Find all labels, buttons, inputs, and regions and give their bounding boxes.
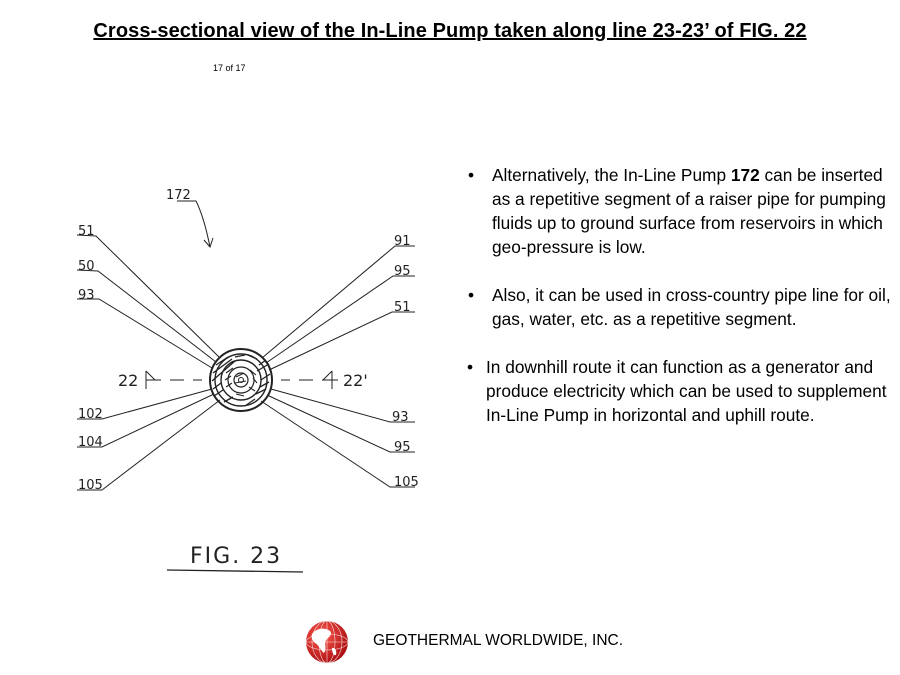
section-label-left: 22	[118, 371, 139, 390]
bullet-item-2	[465, 283, 895, 331]
pump-cross-section-figure	[60, 175, 440, 585]
label-left-4: 102	[78, 407, 103, 422]
bullet-item-1	[465, 163, 895, 259]
label-left-6: 105	[78, 478, 103, 493]
page-indicator: 17 of 17	[213, 63, 246, 73]
bullet-marker: •	[468, 285, 475, 305]
bullet-3-text: In downhill route it can function as a generator and produce electricity which can be used to supplement In-Line Pump in horizontal and uphill route.	[486, 357, 887, 425]
label-left-5: 104	[78, 435, 103, 450]
bullet-1-pump-number: 172	[730, 165, 760, 185]
company-name: GEOTHERMAL WORLDWIDE, INC.	[373, 632, 624, 649]
label-right-2: 95	[394, 264, 411, 279]
bullet-1-text-end: can be inserted as a repetitive segment of a raiser pipe for pumping fluids up to ground surface from reservoirs in which geo-pressure is low.	[492, 165, 886, 257]
bullet-marker: •	[467, 357, 474, 377]
label-right-4: 93	[392, 410, 409, 425]
label-right-5: 95	[394, 440, 411, 455]
footer	[303, 618, 703, 668]
page-title: Cross-sectional view of the In-Line Pump taken along line 23-23’ of FIG. 22	[93, 20, 807, 42]
bullet-marker: •	[468, 165, 475, 185]
label-left-3: 93	[78, 288, 95, 303]
bullet-2-text: Also, it can be used in cross-country pipe line for oil, gas, water, etc. as a repetitive segment.	[492, 285, 891, 329]
label-left-2: 50	[78, 259, 95, 274]
label-right-6: 105	[394, 475, 419, 490]
label-right-3: 51	[394, 300, 411, 315]
label-right-1: 91	[394, 234, 411, 249]
section-label-right: 22'	[343, 371, 368, 390]
pointer-label: 172	[166, 188, 191, 203]
pump-cross-section-drawing	[60, 175, 440, 585]
red-globe-icon	[303, 618, 351, 666]
bullet-item-3	[465, 355, 895, 427]
bullet-list	[465, 163, 895, 427]
bullet-1-text-start: Alternatively, the In-Line Pump	[492, 165, 731, 185]
figure-caption: FIG. 23	[190, 544, 283, 569]
label-left-1: 51	[78, 224, 95, 239]
